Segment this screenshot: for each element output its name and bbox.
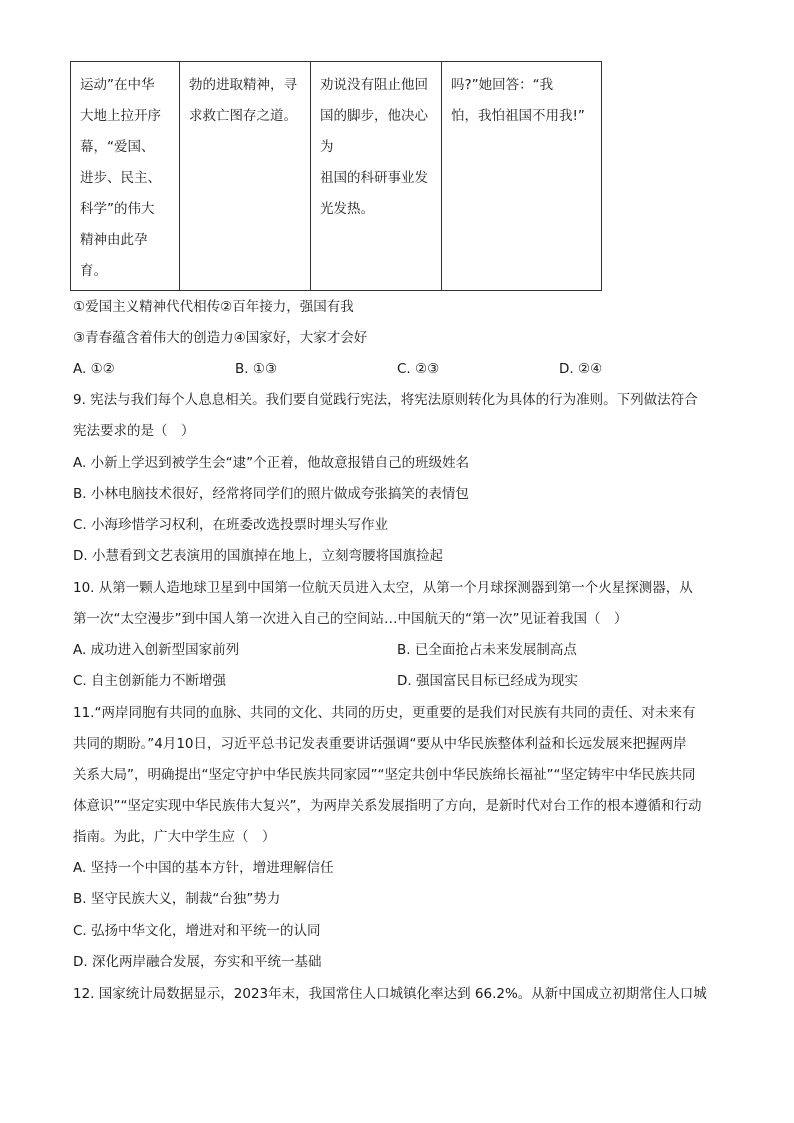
q10-option-c[interactable]: C. 自主创新能力不断增强 [73,673,227,689]
cell-line: 大地上拉开序 [80,108,161,124]
q12-stem-line-1: 12. 国家统计局数据显示，2023年末，我国常住人口城镇化率达到 66.2%。从新中国成立初期常住人口城 [73,986,707,1002]
cell-line: 运动”在中华 [80,77,155,93]
q11-option-b[interactable]: B. 坚守民族大义，制裁“台独”势力 [73,891,281,907]
cell-line: 进步、民主、 [80,170,161,186]
q9-stem-line-1: 9. 宪法与我们每个人息息相关。我们要自觉践行宪法，将宪法原则转化为具体的行为准则。下列做法符合 [73,392,698,408]
cell-line: 光发热。 [320,201,374,217]
q8-option-d[interactable]: D. ②④ [559,361,603,377]
q8-option-a[interactable]: A. ①② [73,361,115,377]
q8-statement-1: ①爱国主义精神代代相传②百年接力，强国有我 [73,299,354,315]
q11-option-a[interactable]: A. 坚持一个中国的基本方针，增进理解信任 [73,860,334,876]
q10-stem-line-1: 10. 从第一颗人造地球卫星到中国第一位航天员进入太空，从第一个月球探测器到第一个火星探测器，从 [73,580,693,596]
q8-option-b[interactable]: B. ①③ [235,361,278,377]
cell-line: 育。 [80,263,107,279]
table-cell-4 [442,62,602,291]
cell-line: 吗?”她回答：“我 [451,77,554,93]
table-cell-2 [180,62,311,291]
cell-line: 国的脚步，他决心 [320,108,428,124]
q11-stem-line-1: 11.“两岸同胞有共同的血脉、共同的文化、共同的历史，更重要的是我们对民族有共同的责任、对未来有 [73,705,696,721]
cell-line: 幕，“爱国、 [80,139,155,155]
table-cell-1 [71,62,180,291]
q11-option-d[interactable]: D. 深化两岸融合发展，夯实和平统一基础 [73,954,322,970]
cell-line: 勃的进取精神，寻 [189,77,297,93]
cell-line: 劝说没有阻止他回 [320,77,428,93]
cell-line: 精神由此孕 [80,232,148,248]
cell-line: 科学”的伟大 [80,201,155,217]
cell-line: 为 [320,139,334,155]
q10-stem-line-2: 第一次“太空漫步”到中国人第一次进入自己的空间站…中国航天的“第一次”见证着我国（ ） [73,611,628,627]
q11-stem-line-2: 共同的期盼。”4月10日，习近平总书记发表重要讲话强调“要从中华民族整体利益和长远发展来把握两岸 [73,736,687,752]
q8-option-c[interactable]: C. ②③ [397,361,440,377]
q11-stem-line-5: 指南。为此，广大中学生应（ ） [73,829,276,845]
q10-option-a[interactable]: A. 成功进入创新型国家前列 [73,642,240,658]
q10-option-d[interactable]: D. 强国富民目标已经成为现实 [397,673,578,689]
q10-option-b[interactable]: B. 已全面抢占未来发展制高点 [397,642,577,658]
question-8-table [70,61,602,291]
cell-line: 祖国的科研事业发 [320,170,428,186]
q11-stem-line-3: 关系大局”，明确提出“坚定守护中华民族共同家园”“坚定共创中华民族绵长福祉”“坚定铸牢中华民族共同 [73,767,696,783]
q9-option-a[interactable]: A. 小新上学迟到被学生会“逮”个正着，他故意报错自己的班级姓名 [73,455,470,471]
cell-line: 怕，我怕祖国不用我!” [451,108,585,124]
table-cell-3 [311,62,442,291]
q9-option-d[interactable]: D. 小慧看到文艺表演用的国旗掉在地上，立刻弯腰将国旗捡起 [73,548,443,564]
q11-option-c[interactable]: C. 弘扬中华文化，增进对和平统一的认同 [73,923,321,939]
cell-line: 求救亡图存之道。 [189,108,297,124]
q8-statement-2: ③青春蕴含着伟大的创造力④国家好，大家才会好 [73,330,368,346]
q11-stem-line-4: 体意识”“坚定实现中华民族伟大复兴”，为两岸关系发展指明了方向，是新时代对台工作的根本遵循和行动 [73,798,702,814]
q9-option-b[interactable]: B. 小林电脑技术很好，经常将同学们的照片做成夸张搞笑的表情包 [73,486,469,502]
q9-stem-line-2: 宪法要求的是（ ） [73,423,195,439]
q9-option-c[interactable]: C. 小海珍惜学习权利，在班委改选投票时埋头写作业 [73,517,389,533]
